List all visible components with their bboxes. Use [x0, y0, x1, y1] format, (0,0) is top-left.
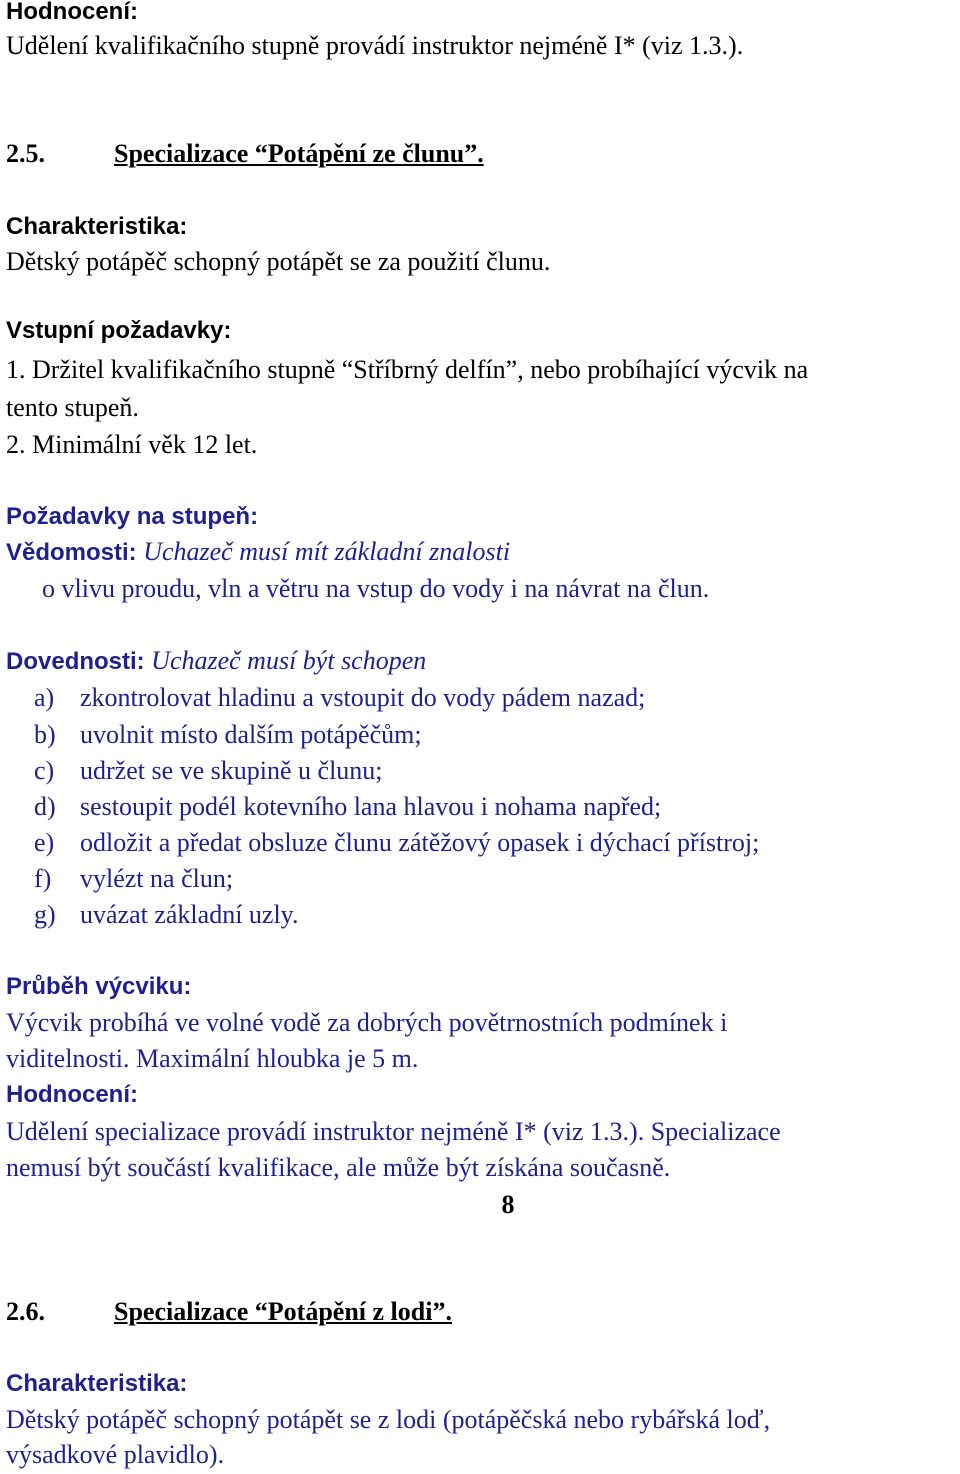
hodnoceni-heading: Hodnocení:	[6, 0, 138, 25]
hodnoceni-heading-2: Hodnocení:	[6, 1081, 138, 1108]
list-item-letter: a)	[34, 683, 55, 712]
list-item-letter: e)	[34, 828, 55, 857]
list-item-text: sestoupit podél kotevního lana hlavou i nohama napřed;	[80, 792, 662, 821]
vstupni-line-1: 1. Držitel kvalifikačního stupně “Stříbrný delfín”, nebo probíhající výcvik na	[6, 355, 809, 384]
prubeh-line-1: Výcvik probíhá ve volné vodě za dobrých povětrnostních podmínek i	[6, 1008, 728, 1037]
vstupni-pozadavky-heading: Vstupní požadavky:	[6, 317, 232, 344]
list-item-text: vylézt na člun;	[80, 864, 234, 893]
section-number: 2.6.	[6, 1297, 45, 1326]
dovednosti-intro: Uchazeč musí být schopen	[151, 646, 427, 675]
list-item-letter: f)	[34, 864, 52, 893]
hodnoceni-text: Udělení kvalifikačního stupně provádí instruktor nejméně I* (viz 1.3.).	[6, 31, 744, 60]
section-title: Specializace “Potápění ze člunu”.	[114, 139, 484, 168]
list-item	[34, 755, 383, 787]
vstupni-line-3: 2. Minimální věk 12 let.	[6, 430, 258, 459]
list-item-text: zkontrolovat hladinu a vstoupit do vody pádem nazad;	[80, 683, 646, 712]
charakteristika-heading-2: Charakteristika:	[6, 1370, 188, 1397]
list-item-text: uvázat základní uzly.	[80, 900, 299, 929]
list-item	[34, 682, 645, 714]
list-item	[34, 863, 233, 895]
list-item	[34, 899, 299, 931]
section-title: Specializace “Potápění z lodi”.	[114, 1297, 452, 1326]
pozadavky-heading: Požadavky na stupeň:	[6, 503, 259, 530]
vedomosti-line	[6, 536, 510, 569]
list-item-text: uvolnit místo dalším potápěčům;	[80, 720, 422, 749]
charakteristika-line-2: výsadkové plavidlo).	[6, 1440, 225, 1469]
list-item	[34, 827, 759, 859]
prubeh-vycviku-heading: Průběh výcviku:	[6, 973, 192, 1000]
list-item-letter: c)	[34, 756, 55, 785]
charakteristika-heading: Charakteristika:	[6, 213, 188, 240]
vedomosti-intro: Uchazeč musí mít základní znalosti	[143, 537, 511, 566]
hodnoceni-line-2: nemusí být součástí kvalifikace, ale může být získána současně.	[6, 1153, 671, 1182]
list-item-letter: b)	[34, 720, 56, 749]
hodnoceni-line-1: Udělení specializace provádí instruktor nejméně I* (viz 1.3.). Specializace	[6, 1117, 781, 1146]
charakteristika-line-1: Dětský potápěč schopný potápět se z lodi (potápěčská nebo rybářská loď,	[6, 1405, 771, 1434]
page-number: 8	[501, 1190, 515, 1219]
section-heading-2-6	[6, 1296, 452, 1328]
list-item-text: udržet se ve skupině u člunu;	[80, 756, 383, 785]
list-item-letter: d)	[34, 792, 56, 821]
section-heading-2-5	[6, 138, 484, 170]
charakteristika-text: Dětský potápěč schopný potápět se za použití člunu.	[6, 247, 551, 276]
dovednosti-line	[6, 645, 426, 678]
vstupni-line-2: tento stupeň.	[6, 393, 139, 422]
list-item	[34, 791, 661, 823]
vedomosti-label: Vědomosti:	[6, 539, 137, 566]
list-item	[34, 719, 422, 751]
vedomosti-text: o vlivu proudu, vln a větru na vstup do vody i na návrat na člun.	[42, 574, 710, 603]
list-item-letter: g)	[34, 900, 56, 929]
dovednosti-label: Dovednosti:	[6, 648, 145, 675]
section-number: 2.5.	[6, 139, 45, 168]
list-item-text: odložit a předat obsluze člunu zátěžový opasek i dýchací přístroj;	[80, 828, 760, 857]
prubeh-line-2: viditelnosti. Maximální hloubka je 5 m.	[6, 1044, 419, 1073]
